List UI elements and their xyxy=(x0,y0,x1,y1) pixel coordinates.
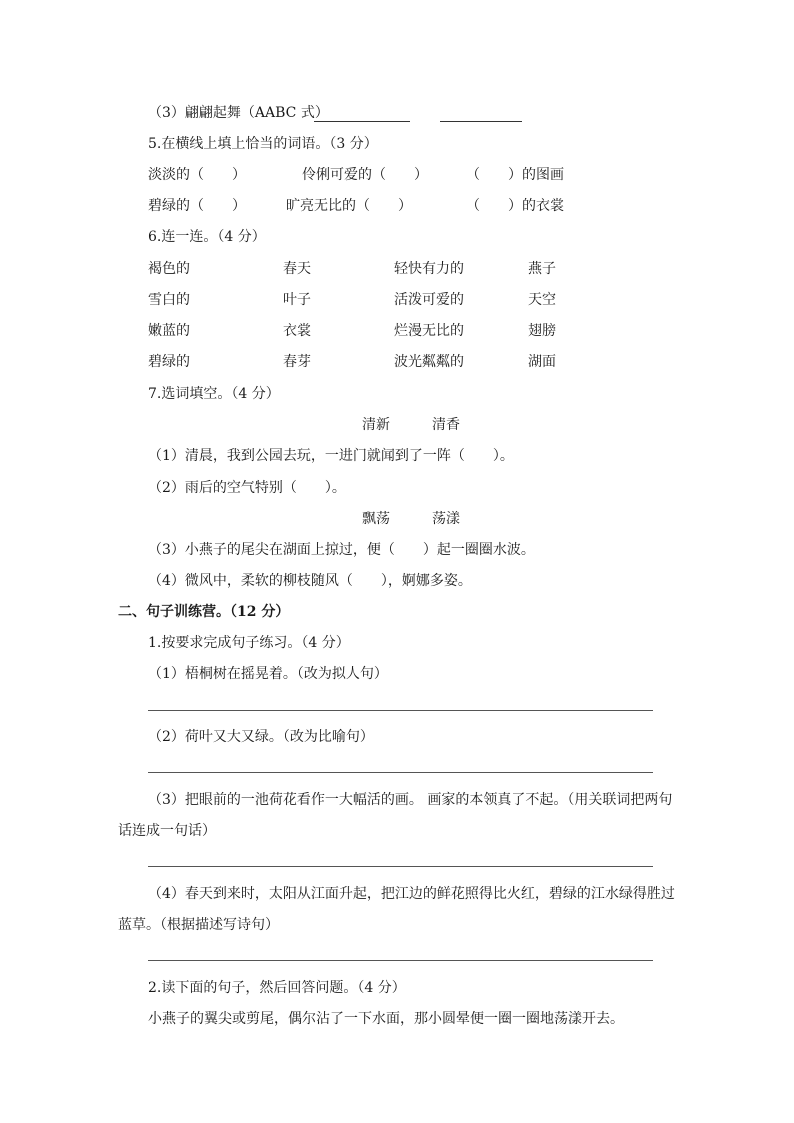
s2-q1-item-2: （2）荷叶又大又绿。（改为比喻句） xyxy=(148,729,374,745)
q7-word-dangyang: 荡漾 xyxy=(432,511,460,527)
q7-word-qingxin: 清新 xyxy=(362,417,390,433)
q5-r1c2: 伶俐可爱的（ ） xyxy=(302,167,428,183)
q6-r4-c3[interactable]: 波光粼粼的 xyxy=(394,354,464,370)
q7-word-qingxiang: 清香 xyxy=(432,417,460,433)
q6-r4-c2[interactable]: 春芽 xyxy=(283,354,311,370)
q7-title: 7.选词填空。（4 分） xyxy=(148,386,280,402)
s2-q1-item-4-line1: （4）春天到来时，太阳从江面升起，把江边的鲜花照得比火红，碧绿的江水绿得胜过 xyxy=(148,886,675,902)
s2-q1-item-4-line2: 蓝草。（根据描述写诗句） xyxy=(118,917,279,933)
s2-q2-text: 小燕子的翼尖或剪尾，偶尔沾了一下水面，那小圆晕便一圈一圈地荡漾开去。 xyxy=(148,1011,624,1027)
q5-r1c3: （ ）的图画 xyxy=(466,167,564,183)
q6-r1-c1[interactable]: 褐色的 xyxy=(148,261,190,277)
answer-blank-2[interactable] xyxy=(440,121,522,122)
answer-line-2[interactable] xyxy=(148,772,653,773)
q6-r2-c1[interactable]: 雪白的 xyxy=(148,292,190,308)
answer-line-4[interactable] xyxy=(148,960,653,961)
q7-sentence-4: （4）微风中，柔软的柳枝随风（ ），婀娜多姿。 xyxy=(148,573,472,589)
q6-r3-c2[interactable]: 衣裳 xyxy=(283,323,311,339)
q6-r3-c1[interactable]: 嫩蓝的 xyxy=(148,323,190,339)
s2-q1-title: 1.按要求完成句子练习。（4 分） xyxy=(148,635,350,651)
q6-r4-c4[interactable]: 湖面 xyxy=(528,354,556,370)
q4-item-3: （3）翩翩起舞（AABC 式） xyxy=(148,105,329,121)
s2-q2-title: 2.读下面的句子，然后回答问题。（4 分） xyxy=(148,980,406,996)
q6-r3-c3[interactable]: 烂漫无比的 xyxy=(394,323,464,339)
section-2-heading: 二、句子训练营。（12 分） xyxy=(118,604,290,620)
q6-r1-c3[interactable]: 轻快有力的 xyxy=(394,261,464,277)
q5-r1c1: 淡淡的（ ） xyxy=(148,167,246,183)
s2-q1-item-3-line2: 话连成一句话） xyxy=(118,823,216,839)
q6-r1-c4[interactable]: 燕子 xyxy=(528,261,556,277)
q7-sentence-1: （1）清晨，我到公园去玩，一进门就闻到了一阵（ ）。 xyxy=(148,448,514,464)
answer-line-1[interactable] xyxy=(148,710,653,711)
q5-r2c1: 碧绿的（ ） xyxy=(148,198,246,214)
q5-title: 5.在横线上填上恰当的词语。（3 分） xyxy=(148,136,378,152)
answer-blank-1[interactable] xyxy=(314,121,410,122)
q6-r3-c4[interactable]: 翅膀 xyxy=(528,323,556,339)
q6-r4-c1[interactable]: 碧绿的 xyxy=(148,354,190,370)
q6-r2-c4[interactable]: 天空 xyxy=(528,292,556,308)
q7-sentence-2: （2）雨后的空气特别（ ）。 xyxy=(148,480,346,496)
s2-q1-item-1: （1）梧桐树在摇晃着。（改为拟人句） xyxy=(148,666,388,682)
q6-title: 6.连一连。（4 分） xyxy=(148,229,266,245)
answer-line-3[interactable] xyxy=(148,866,653,867)
s2-q1-item-3-line1: （3）把眼前的一池荷花看作一大幅活的画。 画家的本领真了不起。（用关联词把两句 xyxy=(148,792,673,808)
q7-word-piaodang: 飘荡 xyxy=(362,511,390,527)
q6-r2-c2[interactable]: 叶子 xyxy=(283,292,311,308)
q6-r2-c3[interactable]: 活泼可爱的 xyxy=(394,292,464,308)
q7-sentence-3: （3）小燕子的尾尖在湖面上掠过，便（ ）起一圈圈水波。 xyxy=(148,542,535,558)
q6-r1-c2[interactable]: 春天 xyxy=(283,261,311,277)
q5-r2c2: 旷亮无比的（ ） xyxy=(286,198,412,214)
q5-r2c3: （ ）的衣裳 xyxy=(466,198,564,214)
